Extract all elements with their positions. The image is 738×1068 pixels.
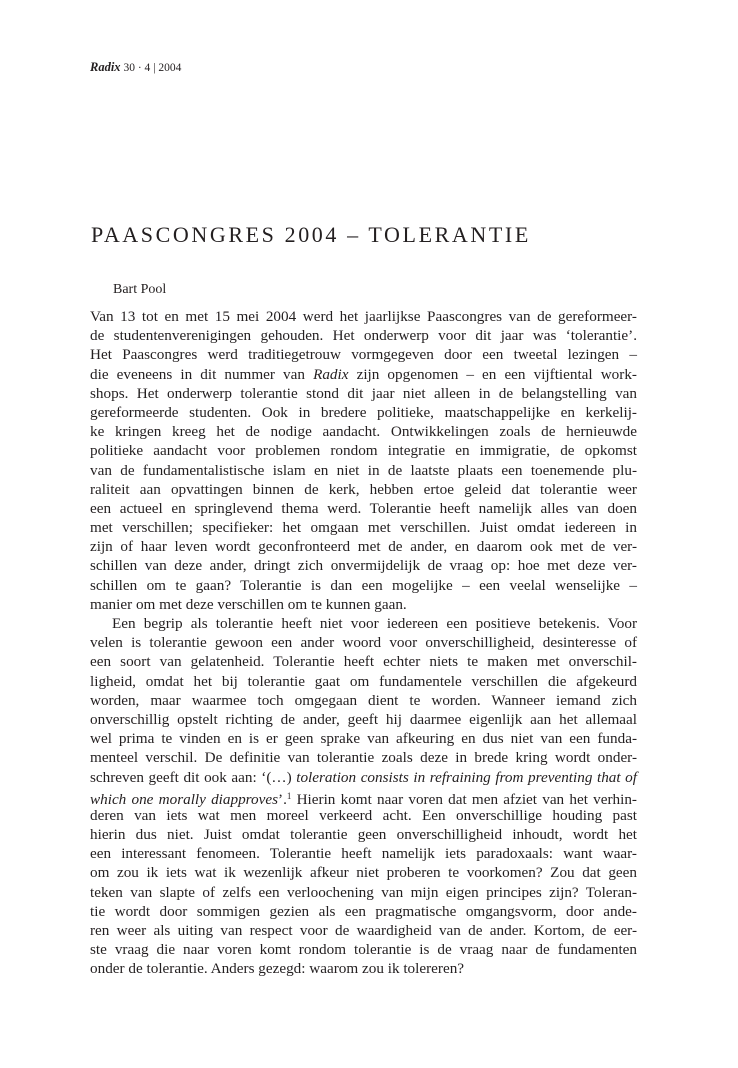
text-run: deren van iets wat men moreel verkeerd acht. Een onverschillige houding past (90, 806, 637, 824)
text-line (90, 326, 637, 345)
text-run: schreven geeft dit ook aan: ‘(…) (90, 768, 297, 786)
text-run: onder de tolerantie. Anders gezegd: waarom zou ik tolereren? (90, 960, 465, 978)
italic-text: toleration consists in refraining from preventing that of (296, 768, 637, 786)
text-line (90, 729, 637, 748)
text-run: zijn of haar leven wordt geconfronteerd met de ander, en daarom ook met de ver- (90, 538, 637, 556)
text-line (90, 307, 637, 326)
paragraph (90, 307, 637, 614)
text-run: een soort van gelatenheid. Tolerantie heeft echter niets te maken met onverschil- (90, 653, 637, 671)
text-run: schillen om te gaan? Tolerantie is dan een mogelijke – een veelal wenselijke – (90, 576, 637, 594)
text-run: Een begrip als tolerantie heeft niet voor iedereen een positieve betekenis. Voor (112, 615, 637, 632)
text-line (90, 844, 637, 863)
text-line (90, 537, 637, 556)
text-run: Het Paascongres werd traditiegetrouw vormgegeven door een tweetal lezingen – (90, 346, 637, 364)
text-run: Van 13 tot en met 15 mei 2004 werd het jaarlijkse Paascongres van de gereformeer- (90, 308, 637, 325)
text-run: met verschillen; specifieker: het omgaan met verschillen. Juist omdat iedereen in (90, 519, 637, 537)
text-line (90, 902, 637, 921)
text-line (90, 748, 637, 767)
issue-info: 30 · 4 | 2004 (123, 62, 182, 74)
text-line (90, 863, 637, 882)
text-run: die eveneens in dit nummer van (90, 365, 314, 383)
text-run: de studentenverenigingen gehouden. Het onderwerp voor dit jaar was ‘tolerantie’. (90, 327, 637, 345)
text-line (90, 883, 637, 902)
text-line (90, 384, 637, 403)
text-line (90, 461, 637, 480)
text-line (90, 768, 637, 787)
italic-text: Radix (313, 365, 349, 383)
text-run: ke kringen kreeg het de nodige aandacht. Ontwikkelingen zoals de hernieuwde (90, 423, 637, 441)
footnote-marker: 1 (286, 790, 292, 801)
text-run: om zou ik iets wat ik wezenlijk afkeur niet proberen te voorkomen? Zou dat geen (90, 864, 637, 882)
text-run: menteel verschil. De definitie van tolerantie zoals deze in brede kring wordt onder- (90, 749, 637, 767)
text-line (90, 422, 637, 441)
text-run: velen is tolerantie gewoon een ander woord voor onverschilligheid, desinteresse of (90, 634, 637, 652)
text-run: een actueel en springlevend thema werd. Tolerantie heeft namelijk alles van doen (90, 499, 637, 517)
text-run: van de fundamentalistische islam en niet in de laatste plaats een toenemende plu- (90, 461, 637, 479)
text-run: tie wordt door sommigen gezien als een pragmatische omgangsvorm, door ande- (90, 902, 637, 920)
text-run: manier om met deze verschillen om te kunnen gaan. (90, 595, 407, 613)
text-run: Hierin komt naar voren dat men afziet van het verhin- (291, 790, 637, 808)
text-line (90, 614, 637, 633)
text-line (90, 940, 637, 959)
text-run: schillen van deze ander, dringt zich onvermijdelijk de vraag op: hoe met deze ver- (90, 557, 637, 575)
text-line (90, 365, 637, 384)
text-line (90, 480, 637, 499)
text-run: een interessant fenomeen. Tolerantie heeft namelijk iets paradoxaals: want waar- (90, 845, 637, 863)
text-line (90, 499, 637, 518)
text-line (90, 633, 637, 652)
text-run: gereformeerde studenten. Ook in bredere politieke, maatschappelijke en kerkelij- (90, 403, 637, 421)
text-run: ren weer als uiting van respect voor de waardigheid van de ander. Kortom, de eer- (90, 922, 637, 939)
text-line (90, 595, 637, 614)
text-run: hierin dus niet. Juist omdat tolerantie geen onverschilligheid inhoudt, wordt het (90, 826, 637, 844)
text-run: shops. Het onderwerp tolerantie stond dit jaar niet alleen in de belangstelling van (90, 384, 637, 402)
text-run: ’. (278, 790, 287, 808)
text-line (90, 787, 637, 806)
text-line (90, 345, 637, 364)
text-line (90, 691, 637, 710)
text-run: ligheid, omdat het bij tolerantie gaat om fundamentele verschillen die afgekeurd (90, 672, 637, 690)
text-line (90, 652, 637, 671)
text-line (90, 576, 637, 595)
text-run: zijn opgenomen – en een vijftiental work- (348, 365, 637, 383)
text-line (90, 710, 637, 729)
article-title: PAASCONGRES 2004 – TOLERANTIE (91, 222, 531, 247)
text-line (90, 518, 637, 537)
running-header (90, 60, 181, 75)
text-line (90, 672, 637, 691)
text-line (90, 825, 637, 844)
article-body (90, 307, 637, 979)
text-run: raliteit aan opvattingen binnen de kerk, hebben ertoe geleid dat tolerantie weer (90, 480, 637, 498)
article-author: Bart Pool (113, 282, 167, 297)
paragraph (90, 614, 637, 979)
text-run: wel prima te vinden en is er geen sprake van afkeuring en dus niet van een funda- (90, 730, 637, 748)
text-run: teken van slapte of zelfs een verloochening van mijn eigen principes zijn? Toleran- (90, 883, 637, 901)
text-line (90, 441, 637, 460)
text-line (90, 959, 637, 978)
magazine-name: Radix (90, 60, 121, 74)
text-run: ste vraag die naar voren komt rondom tolerantie is de vraag naar de fundamenten (90, 941, 637, 959)
text-line (90, 921, 637, 940)
text-line (90, 556, 637, 575)
text-run: politieke aandacht voor problemen rondom integratie en immigratie, de opkomst (90, 442, 637, 460)
text-line (90, 403, 637, 422)
text-run: onverschillig opstelt richting de ander, geeft hij daarmee eigenlijk aan het allemaal (90, 710, 637, 728)
italic-text: which one morally diapproves (90, 790, 279, 808)
text-line (90, 806, 637, 825)
text-run: worden, maar waarmee toch omgegaan dient te worden. Wanneer iemand zich (90, 691, 637, 709)
